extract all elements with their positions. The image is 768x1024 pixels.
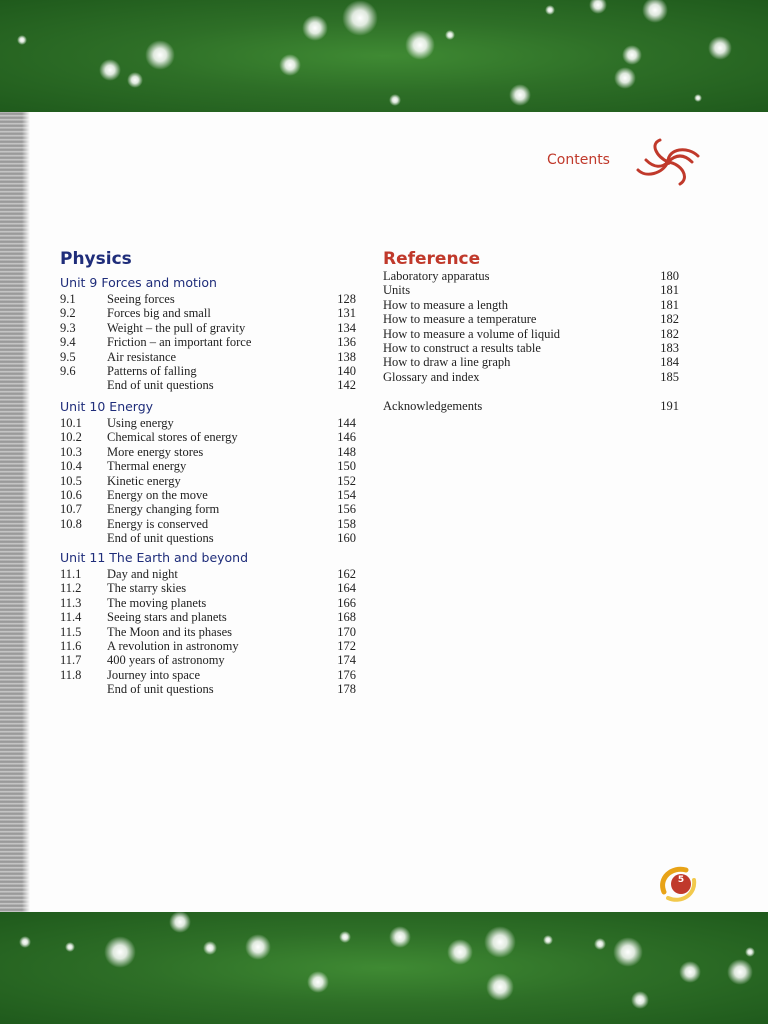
section-number: 9.2 — [60, 306, 76, 321]
sparkle — [389, 926, 411, 948]
reference-row — [383, 269, 679, 284]
section-number: 11.6 — [60, 639, 82, 653]
section-title: Seeing stars and planets — [107, 610, 227, 625]
sparkle — [545, 5, 555, 15]
sparkle — [17, 35, 27, 45]
reference-row — [383, 312, 679, 327]
section-title: Patterns of falling — [107, 364, 197, 378]
page-ref: 136 — [337, 335, 356, 350]
sparkle — [708, 36, 732, 60]
sparkle — [631, 991, 649, 1009]
section-title: Day and night — [107, 567, 178, 581]
reference-title: Laboratory apparatus — [383, 269, 490, 283]
contents-row — [60, 610, 356, 625]
acknowledgements-title: Acknowledgements — [383, 399, 483, 413]
contents-row — [60, 378, 356, 393]
contents-row — [60, 682, 356, 697]
sparkle — [169, 912, 191, 933]
section-number: 10.1 — [60, 416, 82, 430]
section-number: 11.4 — [60, 610, 82, 625]
section-title: Journey into space — [107, 667, 201, 682]
reference-title: Reference — [383, 249, 481, 269]
reference-title: Glossary and index — [383, 369, 480, 384]
section-title: Chemical stores of energy — [107, 430, 238, 445]
section-title: Weight – the pull of gravity — [107, 320, 246, 335]
contents-page — [0, 112, 768, 912]
unit-heading: Unit 10 Energy — [60, 399, 154, 414]
contents-row — [60, 306, 356, 321]
section-title: A revolution in astronomy — [107, 639, 239, 653]
page-ref: 176 — [337, 667, 356, 682]
contents-row — [60, 488, 356, 503]
section-number: 11.2 — [60, 581, 82, 596]
section-title: Energy changing form — [107, 502, 220, 517]
reference-row — [383, 341, 679, 356]
reference-row — [383, 283, 679, 298]
section-title: Air resistance — [107, 349, 177, 364]
page-ref: 174 — [337, 653, 356, 668]
page-ref: 140 — [337, 364, 356, 378]
sparkle — [145, 40, 175, 70]
page-ref: 181 — [660, 297, 679, 312]
page-ref: 180 — [660, 269, 679, 283]
sparkle — [342, 0, 378, 36]
contents-row — [60, 364, 356, 379]
page-ref: 154 — [337, 488, 356, 502]
sparkle — [19, 936, 31, 948]
page-ref: 166 — [337, 595, 356, 610]
section-number: 11.3 — [60, 595, 82, 610]
contents-row — [60, 531, 356, 546]
section-number: 10.2 — [60, 430, 82, 445]
page-ref: 182 — [660, 326, 679, 341]
contents-row — [60, 625, 356, 640]
sparkle — [405, 30, 435, 60]
page-ref: 152 — [337, 473, 356, 488]
contents-row — [60, 474, 356, 489]
page-ref: 144 — [337, 416, 356, 430]
reference-title: Units — [383, 283, 411, 298]
page-ref: 148 — [337, 444, 356, 459]
page-ref: 142 — [337, 378, 356, 393]
page-ref: 178 — [337, 682, 356, 697]
sparkle — [484, 926, 516, 958]
reference-row — [383, 298, 679, 313]
reference-title: How to measure a temperature — [383, 312, 537, 327]
contents-row — [60, 502, 356, 517]
reference-row — [383, 327, 679, 342]
sparkle — [339, 931, 351, 943]
contents-row — [60, 653, 356, 668]
page-ref: 160 — [337, 531, 356, 546]
page-ref: 131 — [337, 306, 356, 321]
sparkle — [279, 54, 301, 76]
sparkle — [245, 934, 271, 960]
page-ref: 172 — [337, 639, 356, 653]
section-number: 11.8 — [60, 667, 82, 682]
acknowledgements-row — [383, 399, 679, 414]
sparkle — [486, 973, 514, 1001]
sparkle — [445, 30, 455, 40]
sparkle — [389, 94, 401, 106]
sparkle — [614, 67, 636, 89]
section-title: Using energy — [107, 416, 174, 430]
sparkle — [727, 959, 753, 985]
section-number: 10.5 — [60, 473, 82, 488]
page-number: 5 — [677, 875, 685, 885]
sparkle — [447, 939, 473, 965]
section-number: 9.6 — [60, 364, 76, 378]
section-title: Thermal energy — [107, 459, 187, 474]
section-title: End of unit questions — [107, 531, 214, 546]
reference-title: How to construct a results table — [383, 341, 541, 355]
reference-row — [383, 355, 679, 370]
section-title: Friction – an important force — [107, 335, 252, 350]
section-number: 9.1 — [60, 292, 76, 306]
section-number: 10.6 — [60, 488, 82, 502]
contents-row — [60, 639, 356, 654]
section-title: End of unit questions — [107, 682, 214, 697]
sparkle — [642, 0, 668, 23]
reference-title: How to measure a length — [383, 297, 508, 312]
reference-title: How to draw a line graph — [383, 355, 511, 370]
section-title: 400 years of astronomy — [107, 653, 225, 668]
section-title: The Moon and its phases — [107, 624, 232, 639]
section-title: Seeing forces — [107, 292, 175, 306]
section-number: 10.3 — [60, 444, 82, 459]
sparkle — [302, 15, 328, 41]
page-ref: 164 — [337, 581, 356, 596]
page-ref: 181 — [660, 283, 679, 298]
page-ref: 150 — [337, 459, 356, 474]
contents-label: Contents — [547, 152, 610, 168]
bottom-green-band — [0, 912, 768, 1024]
contents-row — [60, 321, 356, 336]
book-spine — [0, 112, 30, 912]
contents-row — [60, 567, 356, 582]
reference-row — [383, 370, 679, 385]
contents-row — [60, 445, 356, 460]
sparkle — [307, 971, 329, 993]
sparkle — [509, 84, 531, 106]
page-ref: 183 — [660, 341, 679, 355]
page-ref: 168 — [337, 610, 356, 625]
reference-title: How to measure a volume of liquid — [383, 326, 561, 341]
section-title: More energy stores — [107, 444, 204, 459]
contents-row — [60, 517, 356, 532]
contents-row — [60, 581, 356, 596]
section-title: Kinetic energy — [107, 473, 181, 488]
section-number: 10.4 — [60, 459, 82, 474]
section-number: 11.7 — [60, 653, 82, 668]
unit-heading: Unit 11 The Earth and beyond — [60, 550, 249, 565]
page-ref: 146 — [337, 430, 356, 445]
sparkle — [694, 94, 702, 102]
section-title: End of unit questions — [107, 378, 214, 393]
sparkle — [203, 941, 217, 955]
section-title: Forces big and small — [107, 306, 211, 321]
sparkle — [65, 942, 75, 952]
section-title: The starry skies — [107, 581, 187, 596]
section-title: Energy is conserved — [107, 516, 209, 531]
sparkle — [594, 938, 606, 950]
section-number: 10.8 — [60, 516, 82, 531]
page-ref: 184 — [660, 355, 679, 370]
sparkle — [679, 961, 701, 983]
sparkle — [613, 937, 643, 967]
page-ref: 191 — [660, 399, 679, 413]
page-ref: 182 — [660, 312, 679, 327]
contents-row — [60, 596, 356, 611]
section-title: The moving planets — [107, 595, 207, 610]
page-ref: 128 — [337, 292, 356, 306]
sparkle — [745, 947, 755, 957]
section-number: 11.5 — [60, 624, 82, 639]
page-ref: 170 — [337, 624, 356, 639]
page-ref: 138 — [337, 349, 356, 364]
contents-row — [60, 292, 356, 307]
contents-row — [60, 335, 356, 350]
page-ref: 185 — [660, 369, 679, 384]
section-number: 9.3 — [60, 320, 76, 335]
top-green-band — [0, 0, 768, 112]
contents-row — [60, 459, 356, 474]
sparkle — [99, 59, 121, 81]
section-number: 10.7 — [60, 502, 82, 517]
sparkle — [104, 936, 136, 968]
sparkle — [622, 45, 642, 65]
section-title: Energy on the move — [107, 488, 208, 502]
page-ref: 156 — [337, 502, 356, 517]
contents-row — [60, 668, 356, 683]
sparkle — [589, 0, 607, 14]
unit-heading: Unit 9 Forces and motion — [60, 275, 217, 290]
section-number: 9.4 — [60, 335, 76, 350]
page-ref: 162 — [337, 567, 356, 581]
page-ref: 158 — [337, 516, 356, 531]
contents-row — [60, 350, 356, 365]
contents-row — [60, 416, 356, 431]
sparkle — [127, 72, 143, 88]
contents-row — [60, 430, 356, 445]
swirl-logo-icon — [632, 138, 704, 186]
page-ref: 134 — [337, 320, 356, 335]
physics-title: Physics — [60, 249, 132, 269]
section-number: 11.1 — [60, 567, 82, 581]
sparkle — [543, 935, 553, 945]
section-number: 9.5 — [60, 349, 76, 364]
